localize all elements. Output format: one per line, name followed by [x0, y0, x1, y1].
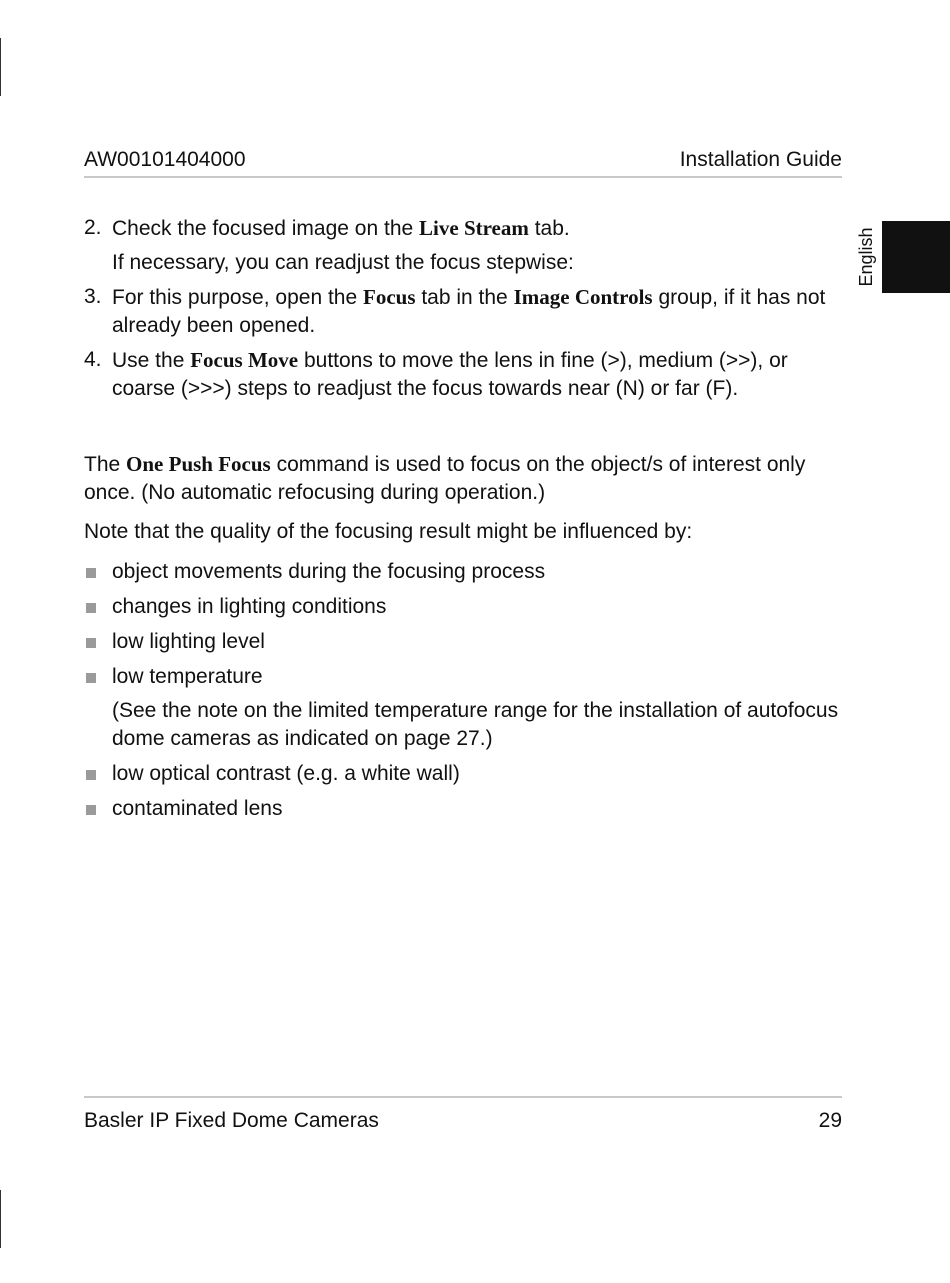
step-text: tab in the — [415, 286, 514, 309]
page-number: 29 — [818, 1109, 842, 1132]
list-item — [84, 628, 842, 656]
bullet-square-icon — [86, 603, 96, 613]
list-item-text: low optical contrast (e.g. a white wall) — [112, 762, 460, 785]
step-3 — [84, 283, 842, 340]
bullet-square-icon — [86, 770, 96, 780]
bullet-square-icon — [86, 568, 96, 578]
step-text: Use the — [112, 349, 191, 372]
bullet-square-icon — [86, 673, 96, 683]
list-item — [84, 593, 842, 621]
product-name: Basler IP Fixed Dome Cameras — [84, 1109, 379, 1132]
temperature-note: (See the note on the limited temperature range for the installation of autofocus dome cameras as indicated on page 27.) — [112, 699, 839, 750]
list-item — [84, 663, 842, 691]
list-item-text: low temperature — [112, 665, 263, 688]
ui-term-live-stream: Live Stream — [419, 216, 529, 240]
crop-mark-top — [0, 38, 1, 96]
step-text: buttons to move the lens in fine (>), medium (>>), or coarse (>>>) steps to readjust the focus towards near (N) or far (F). — [112, 349, 788, 400]
step-text: group, if it has not already been opened. — [112, 286, 826, 337]
paragraph-text: The — [84, 453, 127, 476]
step-text: tab. — [528, 217, 570, 240]
list-item-text: object movements during the focusing process — [112, 560, 546, 583]
step-4 — [84, 346, 842, 403]
step-text: Check the focused image on the — [112, 217, 420, 240]
step-number: 4. — [84, 348, 102, 371]
list-item-text: low lighting level — [112, 630, 265, 653]
page-footer — [84, 1096, 842, 1134]
bullet-square-icon — [86, 805, 96, 815]
one-push-focus-paragraph — [84, 450, 842, 507]
step-text: For this purpose, open the — [112, 286, 363, 309]
list-item-text: changes in lighting conditions — [112, 595, 387, 618]
paragraph-text: command is used to focus on the object/s of interest only once. (No automatic refocusing during operation.) — [84, 453, 806, 504]
list-item — [84, 760, 842, 788]
language-tab-label: English — [856, 227, 876, 287]
ui-term-image-controls: Image Controls — [513, 285, 653, 309]
list-item-text: contaminated lens — [112, 797, 283, 820]
list-item — [84, 795, 842, 823]
step-number: 3. — [84, 285, 102, 308]
document-id: AW00101404000 — [84, 148, 246, 171]
bullet-square-icon — [86, 638, 96, 648]
list-item — [84, 558, 842, 586]
page-content — [84, 214, 842, 823]
note-intro: Note that the quality of the focusing result might be influenced by: — [84, 520, 693, 543]
ui-term-focus: Focus — [363, 285, 416, 309]
crop-mark-bottom — [0, 1190, 1, 1248]
step-2-note — [84, 249, 842, 277]
step-note-text: If necessary, you can readjust the focus stepwise: — [112, 251, 574, 274]
ui-term-one-push-focus: One Push Focus — [126, 452, 271, 476]
document-type: Installation Guide — [679, 148, 842, 171]
step-2 — [84, 214, 842, 243]
step-number: 2. — [84, 216, 102, 239]
language-tab-marker — [882, 221, 950, 293]
ui-term-focus-move: Focus Move — [190, 348, 299, 372]
influence-factor-list — [84, 558, 842, 823]
page-header — [84, 144, 842, 178]
